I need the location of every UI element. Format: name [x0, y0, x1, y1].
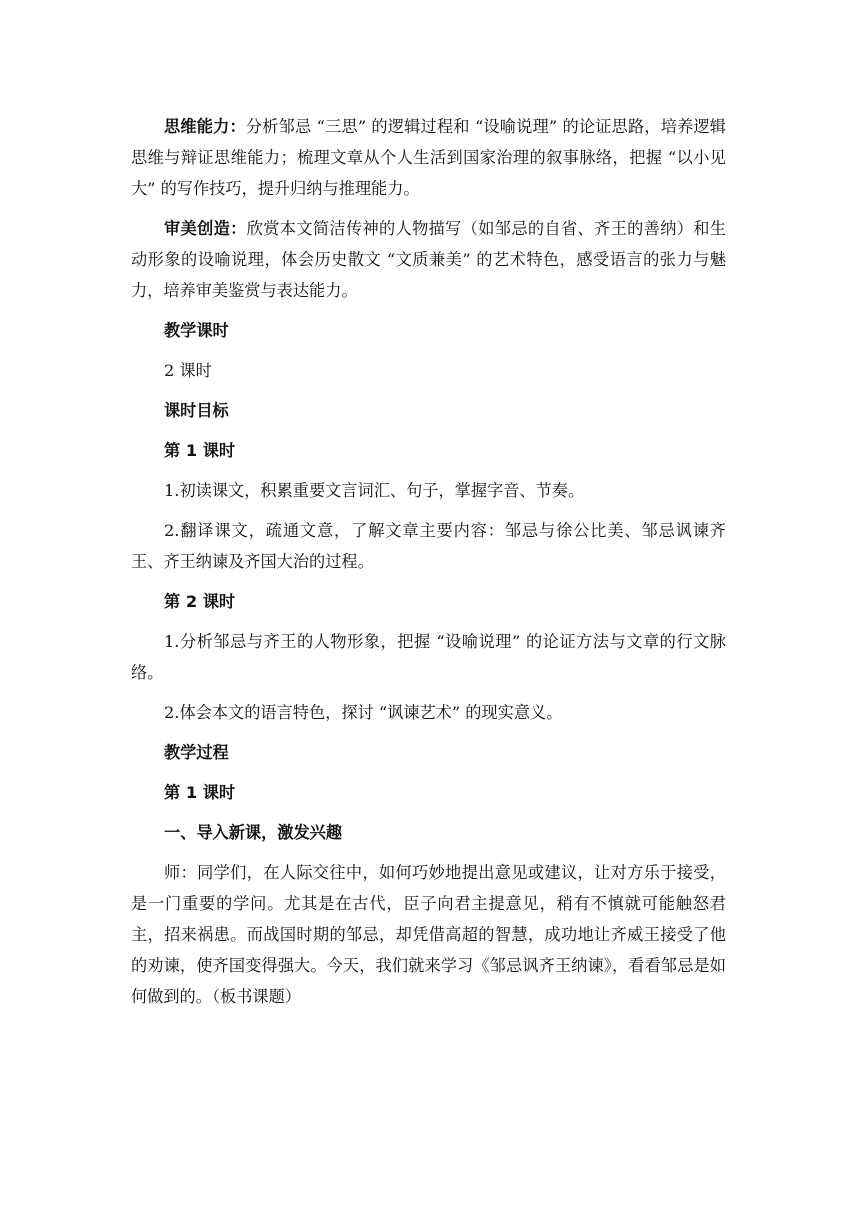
teaching-hours-heading: 教学课时 — [164, 321, 229, 340]
thinking-ability-text: 分析邹忌 “三思” 的逻辑过程和 “设喻说理” 的论证思路，培养逻辑思维与辩证思维能力；梳理文章从个人生活到国家治理的叙事脉络，把握 “以小见大” 的写作技巧，提升归纳与推理能力。 — [131, 117, 726, 198]
lesson2-objective-item: 2.体会本文的语言特色，探讨 “讽谏艺术” 的现实意义。 — [164, 703, 563, 722]
lesson2-objective-item: 1.分析邹忌与齐王的人物形象，把握 “设喻说理” 的论证方法与文章的行文脉络。 — [131, 632, 726, 682]
aesthetic-creation-text: 欣赏本文简洁传神的人物描写（如邹忌的自省、齐王的善纳）和生动形象的设喻说理，体会历史散文 “文质兼美” 的艺术特色，感受语言的张力与魅力，培养审美鉴赏与表达能力。 — [131, 219, 727, 300]
aesthetic-creation-label: 审美创造： — [164, 219, 247, 238]
teaching-hours-value: 2 课时 — [164, 361, 212, 380]
lesson1-objective-item: 2.翻译课文，疏通文意，了解文章主要内容：邹忌与徐公比美、邹忌讽谏齐王、齐王纳谏及齐国大治的过程。 — [131, 521, 726, 571]
thinking-ability-label: 思维能力： — [164, 117, 246, 136]
teaching-process-heading: 教学过程 — [164, 743, 229, 762]
section1-heading: 一、导入新课，激发兴趣 — [164, 823, 343, 842]
aesthetic-creation-paragraph — [131, 213, 726, 306]
section1-text: 师：同学们，在人际交往中，如何巧妙地提出意见或建议，让对方乐于接受，是一门重要的学问。尤其是在古代，臣子向君主提意见，稍有不慎就可能触怒君主，招来祸患。而战国时期的邹忌，却凭借高超的智慧，成功地让齐威王接受了他的劝谏，使齐国变得强大。今天，我们就来学习《邹忌讽齐王纳谏》，看看邹忌是如何做到的。（板书课题） — [131, 863, 726, 1006]
lesson-objectives-heading: 课时目标 — [164, 401, 229, 420]
thinking-ability-paragraph — [131, 111, 726, 204]
document-body — [131, 111, 726, 1012]
lesson2-objectives-heading: 第 2 课时 — [164, 592, 236, 611]
process-lesson1-heading: 第 1 课时 — [164, 783, 236, 802]
lesson1-objective-item: 1.初读课文，积累重要文言词汇、句子，掌握字音、节奏。 — [164, 481, 585, 500]
lesson1-objectives-heading: 第 1 课时 — [164, 441, 236, 460]
